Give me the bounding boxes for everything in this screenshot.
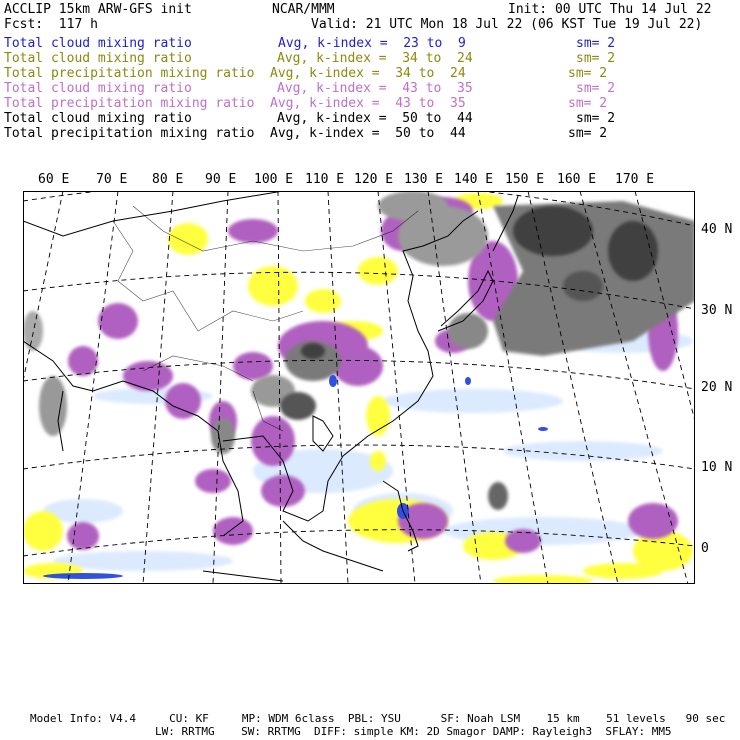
field-2-avg: Avg, k-index = 34 to 24 bbox=[277, 51, 473, 66]
lon-label: 160 E bbox=[557, 172, 597, 187]
model-info-line-2: LW: RRTMG SW: RRTMG DIFF: simple KM: 2D Smagor DAMP: Rayleigh3 SFLAY: MM5 bbox=[155, 725, 672, 738]
field-4-avg: Avg, k-index = 43 to 35 bbox=[277, 81, 473, 96]
field-1-avg: Avg, k-index = 23 to 9 bbox=[278, 36, 466, 51]
field-7-sm: sm= 2 bbox=[568, 126, 608, 141]
field-5-name: Total precipitation mixing ratio bbox=[4, 96, 255, 111]
lon-label: 130 E bbox=[404, 172, 444, 187]
lon-label: 140 E bbox=[454, 172, 494, 187]
lon-label: 70 E bbox=[96, 172, 128, 187]
lat-label: 0 bbox=[701, 541, 709, 556]
lon-label: 170 E bbox=[615, 172, 655, 187]
field-6-sm: sm= 2 bbox=[576, 111, 616, 126]
field-5-avg: Avg, k-index = 43 to 35 bbox=[270, 96, 466, 111]
field-2-name: Total cloud mixing ratio bbox=[4, 51, 192, 66]
lat-label: 30 N bbox=[701, 303, 733, 318]
init-time: Init: 00 UTC Thu 14 Jul 22 bbox=[508, 2, 712, 17]
model-info-line-1: Model Info: V4.4 CU: KF MP: WDM 6class PBL: YSU SF: Noah LSM 15 km 51 levels 90 sec bbox=[30, 712, 726, 725]
field-3-sm: sm= 2 bbox=[568, 66, 608, 81]
forecast-hour: Fcst: 117 h bbox=[4, 17, 98, 32]
model-title: ACCLIP 15km ARW-GFS init bbox=[4, 2, 192, 17]
field-1-name: Total cloud mixing ratio bbox=[4, 36, 192, 51]
lon-label: 110 E bbox=[305, 172, 345, 187]
field-7-avg: Avg, k-index = 50 to 44 bbox=[270, 126, 466, 141]
field-7-name: Total precipitation mixing ratio bbox=[4, 126, 255, 141]
lon-label: 150 E bbox=[505, 172, 545, 187]
field-3-name: Total precipitation mixing ratio bbox=[4, 66, 255, 81]
lat-label: 40 N bbox=[701, 222, 733, 237]
field-4-name: Total cloud mixing ratio bbox=[4, 81, 192, 96]
lon-label: 100 E bbox=[254, 172, 294, 187]
field-5-sm: sm= 2 bbox=[568, 96, 608, 111]
lon-label: 90 E bbox=[205, 172, 237, 187]
lon-label: 120 E bbox=[354, 172, 394, 187]
cloud-map bbox=[23, 191, 695, 584]
field-4-sm: sm= 2 bbox=[576, 81, 616, 96]
valid-time: Valid: 21 UTC Mon 18 Jul 22 (06 KST Tue 19 Jul 22) bbox=[311, 17, 703, 32]
field-6-name: Total cloud mixing ratio bbox=[4, 111, 192, 126]
field-6-avg: Avg, k-index = 50 to 44 bbox=[277, 111, 473, 126]
field-2-sm: sm= 2 bbox=[576, 51, 616, 66]
org-label: NCAR/MMM bbox=[272, 2, 335, 17]
lat-label: 20 N bbox=[701, 380, 733, 395]
field-3-avg: Avg, k-index = 34 to 24 bbox=[270, 66, 466, 81]
field-1-sm: sm= 2 bbox=[576, 36, 616, 51]
lon-label: 60 E bbox=[38, 172, 70, 187]
lon-label: 80 E bbox=[152, 172, 184, 187]
lat-label: 10 N bbox=[701, 460, 733, 475]
